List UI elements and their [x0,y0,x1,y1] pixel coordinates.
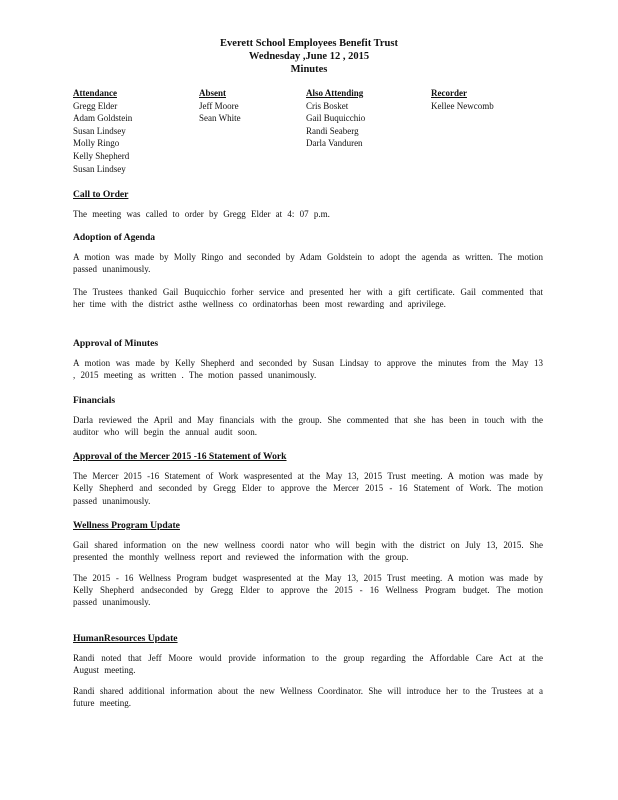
section-heading: Adoption of Agenda [73,232,156,243]
also-attending-name: Cris Bosket [306,100,349,111]
attendee-name: Molly Ringo [73,138,120,149]
attendee-name: Kelly Shepherd [73,150,130,161]
section-wellness-program [73,520,543,616]
doc-title-line-1: Everett School Employees Benefit Trust [220,38,398,49]
also-attending-name: Darla Vanduren [306,138,363,149]
recorder-column [431,87,494,112]
absent-name: Sean White [199,113,241,124]
attendance-column [73,87,132,175]
paragraph: The Mercer 2015 -16 Statement of Work waspresented at the May 13, 2015 Trust meeting. A motion was made by Kelly Shepherd and seconded by Gregg Elder to approve the Mercer 2015 - 16 Statement of Work. The motion passed unanimously. [73,471,543,506]
also-attending-name: Randi Seaberg [306,125,359,136]
section-adoption-of-agenda [73,232,543,318]
section-human-resources [73,633,543,717]
absent-column [199,87,241,125]
section-financials [73,395,543,447]
absent-name: Jeff Moore [199,100,239,111]
paragraph: Gail shared information on the new wellness coordi nator who will begin with the district on July 13, 2015. She presented the monthly wellness report and reviewed the information with the group. [73,540,543,563]
attendee-name: Susan Lindsey [73,125,126,136]
paragraph: A motion was made by Molly Ringo and seconded by Adam Goldstein to adopt the agenda as written. The motion passed unanimously. [73,252,543,275]
also-attending-heading: Also Attending [306,88,364,98]
paragraph: The 2015 - 16 Wellness Program budget waspresented at the May 13, 2015 Trust meeting. A motion was made by Kelly Shepherd andseconded by Gregg Elder to approve the 2015 - 16 Wellness Program budget. The motion passed unanimously. [73,572,543,608]
recorder-name: Kellee Newcomb [431,100,494,111]
attendance-heading: Attendance [73,88,117,98]
paragraph: Randi shared additional information about the new Wellness Coordinator. She will introduce her to the Trustees at a future meeting. [73,685,543,708]
section-heading: Approval of the Mercer 2015 -16 Statement of Work [73,451,287,462]
paragraph: The meeting was called to order by Gregg Elder at 4: 07 p.m. [73,209,330,220]
also-attending-name: Gail Buquicchio [306,113,366,124]
section-heading: Approval of Minutes [73,338,159,349]
attendee-name: Susan Lindsey [73,163,126,174]
paragraph: Darla reviewed the April and May financials with the group. She commented that she has been in touch with the auditor who will begin the annual audit soon. [73,415,543,438]
doc-title-line-3: Minutes [290,64,328,75]
absent-heading: Absent [199,88,227,98]
section-heading: HumanResources Update [73,633,178,644]
section-heading: Wellness Program Update [73,520,180,531]
paragraph: The Trustees thanked Gail Buquicchio forher service and presented her with a gift certificate. Gail commented that her time with the district asthe wellness co ordinatorhas been most rewarding and aprivilege. [73,286,543,309]
paragraph: A motion was made by Kelly Shepherd and seconded by Susan Lindsay to approve the minutes from the May 13 , 2015 meeting as written . The motion passed unanimously. [73,358,543,381]
section-heading: Financials [73,395,116,406]
paragraph: Randi noted that Jeff Moore would provide information to the group regarding the Affordable Care Act at the August meeting. [73,653,543,676]
attendee-name: Adam Goldstein [73,113,133,124]
section-mercer-statement [73,451,543,515]
section-approval-of-minutes [73,338,543,390]
doc-title-line-2: Wednesday ,June 12 , 2015 [248,51,370,62]
attendee-name: Gregg Elder [73,100,118,111]
section-call-to-order [73,189,543,228]
also-attending-column [306,87,365,150]
recorder-heading: Recorder [431,88,467,98]
section-heading: Call to Order [73,189,129,200]
